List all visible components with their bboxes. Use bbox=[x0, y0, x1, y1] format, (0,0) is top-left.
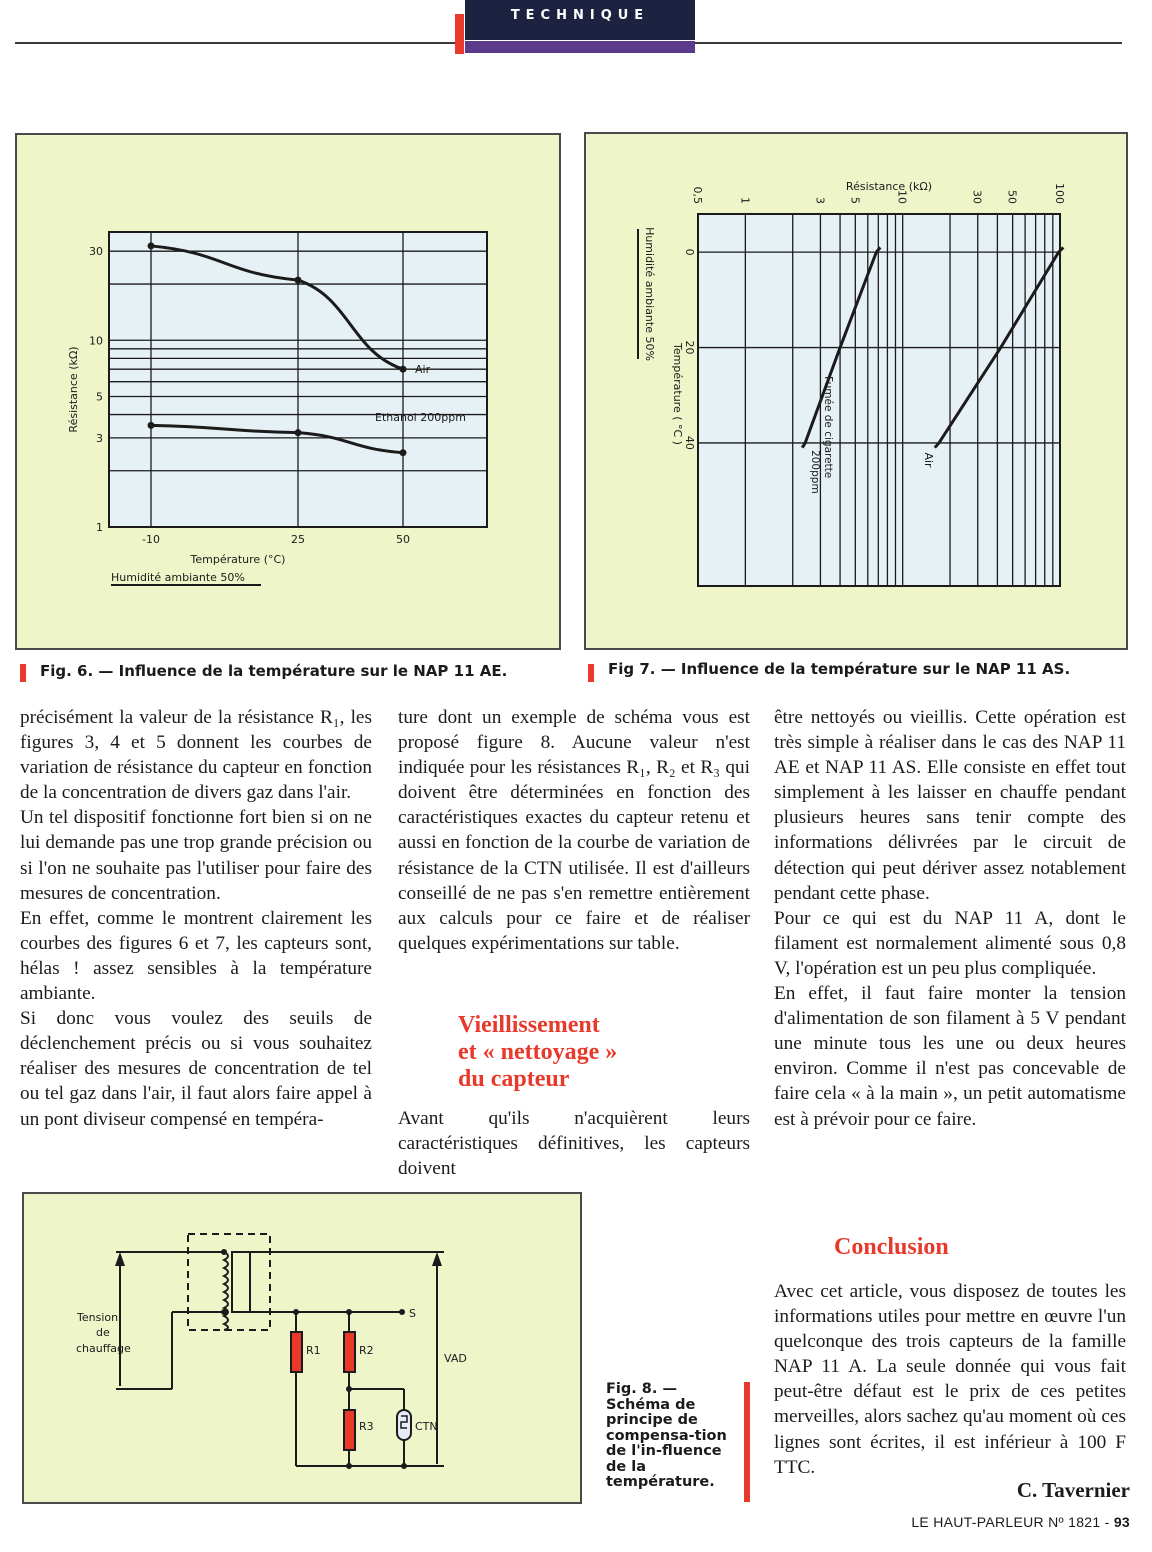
data-point bbox=[148, 422, 155, 429]
y-tick-label: 30 bbox=[89, 245, 103, 259]
data-point bbox=[295, 277, 302, 284]
resistance-tick-label: 1 bbox=[738, 197, 752, 204]
series-label-air: Air bbox=[921, 452, 935, 468]
article-column-2 bbox=[398, 705, 750, 956]
output-terminal bbox=[399, 1309, 405, 1315]
paragraph: En effet, il faut faire monter la tension d'alimentation de son filament à 5 V pendant une minute tous les une ou deux heures environ. Comme il n'est pas concevable de faire cela « à la main », un petit automatisme est à prévoir pour ce faire. bbox=[774, 983, 1126, 1130]
label-vad: VAD bbox=[444, 1352, 467, 1365]
temperature-tick-label: 40 bbox=[683, 435, 696, 450]
node bbox=[293, 1309, 299, 1315]
article-column-3 bbox=[774, 705, 1126, 1132]
resistance-tick-label: 100 bbox=[1053, 183, 1066, 204]
label-r3: R3 bbox=[359, 1420, 374, 1433]
plot-area bbox=[698, 214, 1060, 586]
x-tick-label: 25 bbox=[291, 533, 305, 546]
fig7-panel bbox=[584, 132, 1128, 650]
resistance-tick-label: 3 bbox=[813, 197, 827, 204]
series-label-smoke: Fumée de cigarette bbox=[821, 376, 834, 479]
heading-line: et « nettoyage » bbox=[458, 1039, 618, 1065]
tension-arrowhead bbox=[115, 1252, 125, 1266]
label-ctn: CTN bbox=[415, 1420, 438, 1433]
paragraph: Un tel dispositif fonctionne fort bien si on ne lui demande pas une trop grande précision ou si l'on ne souhaite pas l'utiliser pour faire des mesures de concentration. bbox=[20, 807, 372, 904]
x-tick-label: -10 bbox=[142, 533, 160, 546]
sensor-element bbox=[232, 1252, 250, 1312]
resistance-tick-label: 50 bbox=[1005, 190, 1019, 204]
heater-coil bbox=[224, 1252, 228, 1330]
vad-arrowhead bbox=[432, 1252, 442, 1266]
label-s: S bbox=[409, 1307, 416, 1320]
article-column-1 bbox=[20, 705, 372, 1132]
node bbox=[346, 1386, 352, 1392]
header-rule-right bbox=[695, 42, 1122, 44]
header-rule-left bbox=[15, 42, 460, 44]
resistance-tick-label: 30 bbox=[970, 190, 984, 204]
section-title: TECHNIQUE bbox=[510, 8, 650, 23]
section-heading-conclusion: Conclusion bbox=[834, 1234, 949, 1260]
magazine-issue: LE HAUT-PARLEUR Nº 1821 - bbox=[911, 1514, 1114, 1530]
node bbox=[221, 1249, 227, 1255]
author-byline: C. Tavernier bbox=[1016, 1478, 1130, 1502]
node bbox=[346, 1463, 352, 1469]
fig8-schematic bbox=[24, 1194, 584, 1506]
label-r1: R1 bbox=[306, 1344, 321, 1357]
paragraph: Pour ce qui est du NAP 11 A, dont le filament est normalement alimenté sous 0,8 V, l'opération est un peu plus compliquée. bbox=[774, 907, 1126, 979]
series-label-smoke-ppm: 200ppm bbox=[808, 450, 821, 494]
y-tick-label: 1 bbox=[96, 521, 103, 534]
node bbox=[221, 1309, 227, 1315]
temperature-tick-label: 20 bbox=[683, 340, 696, 355]
fig7-caption: Fig 7. — Influence de la température sur le NAP 11 AS. bbox=[608, 660, 1071, 678]
resistance-tick-label: 0,5 bbox=[691, 186, 704, 204]
data-point bbox=[400, 366, 407, 373]
label-r2: R2 bbox=[359, 1344, 374, 1357]
y-tick-label: 10 bbox=[89, 334, 103, 348]
resistor-r2 bbox=[344, 1332, 355, 1372]
data-point bbox=[148, 242, 155, 249]
paragraph: Si donc vous voulez des seuils de déclenchement précis ou si vous souhaitez réaliser des mesures de concentration de tel ou tel gaz dans l'air, il faut alors faire appel à un pont diviseur compensé en tempéra- bbox=[20, 1008, 372, 1130]
paragraph: En effet, comme le montrent clairement les courbes des figures 6 et 7, les capteurs sont, hélas ! assez sensibles à la température ambiante. bbox=[20, 907, 372, 1005]
sensor-outline bbox=[188, 1234, 270, 1330]
fig7-chart bbox=[586, 134, 1130, 652]
series-label-ethanol: Ethanol 200ppm bbox=[375, 410, 466, 424]
x-tick-label: 50 bbox=[396, 533, 410, 546]
y-tick-label: 5 bbox=[96, 390, 103, 404]
fig6-chart bbox=[17, 135, 563, 652]
resistor-r3 bbox=[344, 1410, 355, 1450]
page-footer bbox=[911, 1514, 1130, 1530]
temperature-axis-label: Température ( °C ) bbox=[671, 343, 684, 445]
heading-line: du capteur bbox=[458, 1066, 570, 1092]
section-heading-vieillissement bbox=[458, 1012, 617, 1093]
data-point bbox=[295, 429, 302, 436]
section-banner-stripe bbox=[465, 41, 695, 53]
fig7-caption-marker bbox=[588, 664, 594, 682]
resistance-tick-label: 10 bbox=[895, 190, 909, 204]
fig6-caption: Fig. 6. — Influence de la température sur le NAP 11 AE. bbox=[40, 662, 508, 680]
paragraph: précisément la valeur de la résistance R₁, les figures 3, 4 et 5 donnent les courbes de variation de résistance du capteur en fonction de la concentration de divers gaz dans l'air. bbox=[20, 707, 372, 804]
y-axis-label: Résistance (kΩ) bbox=[67, 346, 80, 433]
paragraph: Avec cet article, vous disposez de toutes les informations utiles pour mettre en œuvre l'un quelconque des trois capteurs de la famille NAP 11 A. La seule donnée qui vous fait peut-être défaut est le prix de ces petites merveilles, alors sachez qu'au moment où ces lignes sont écrites, il est inférieur à 100 F TTC. bbox=[774, 1281, 1126, 1478]
series-label-air: Air bbox=[415, 363, 431, 377]
resistor-r1 bbox=[291, 1332, 302, 1372]
resistance-axis-label: Résistance (kΩ) bbox=[845, 180, 933, 193]
node bbox=[346, 1309, 352, 1315]
resistance-tick-label: 5 bbox=[848, 197, 862, 204]
data-point bbox=[400, 449, 407, 456]
fig8-caption: Fig. 8. — Schéma de principe de compensa-tion de l'in-fluence de la température. bbox=[606, 1381, 727, 1490]
y-tick-label: 3 bbox=[96, 431, 103, 445]
page-number: 93 bbox=[1113, 1514, 1130, 1530]
thermistor-ctn bbox=[397, 1410, 411, 1440]
paragraph: Avant qu'ils n'acquièrent leurs caractéristiques définitives, les capteurs doivent bbox=[398, 1108, 750, 1180]
article-conclusion bbox=[774, 1279, 1126, 1480]
fig6-caption-marker bbox=[20, 664, 26, 682]
humidity-note: Humidité ambiante 50% bbox=[643, 227, 656, 361]
section-banner-accent bbox=[455, 14, 464, 54]
humidity-note: Humidité ambiante 50% bbox=[111, 571, 245, 584]
article-column-2b bbox=[398, 1106, 750, 1181]
fig6-panel bbox=[15, 133, 561, 650]
node bbox=[401, 1463, 407, 1469]
heading-line: Vieillissement bbox=[458, 1012, 600, 1038]
x-axis-label: Température (°C) bbox=[190, 553, 286, 566]
label-chauffage: chauffage bbox=[76, 1342, 131, 1355]
paragraph: être nettoyés ou vieillis. Cette opération est très simple à réaliser dans le cas des NAP 11 AE et NAP 11 AS. Elle consiste en effet tout simplement à les laisser en chauffe pendant plusieurs heures sans tenir compte des informations délivrées par le circuit de détection qui peut dériver assez notablement pendant cette phase. bbox=[774, 707, 1126, 904]
fig8-caption-marker bbox=[744, 1382, 750, 1502]
paragraph: ture dont un exemple de schéma vous est proposé figure 8. Aucune valeur n'est indiquée pour les résistances R₁, R₂ et R₃ qui doivent être déterminées en fonction des caractéristiques exactes du capteur retenu et aussi en fonction de la courbe de variation de résistance de la CTN utilisée. Il est d'ailleurs conseillé de ne pas s'en remettre entièrement aux calculs pour ce faire et de réaliser quelques expérimentations sur table. bbox=[398, 707, 750, 954]
fig8-panel bbox=[22, 1192, 582, 1504]
label-tension: Tension bbox=[77, 1311, 119, 1324]
label-de: de bbox=[96, 1326, 110, 1339]
temperature-tick-label: 0 bbox=[683, 248, 696, 256]
